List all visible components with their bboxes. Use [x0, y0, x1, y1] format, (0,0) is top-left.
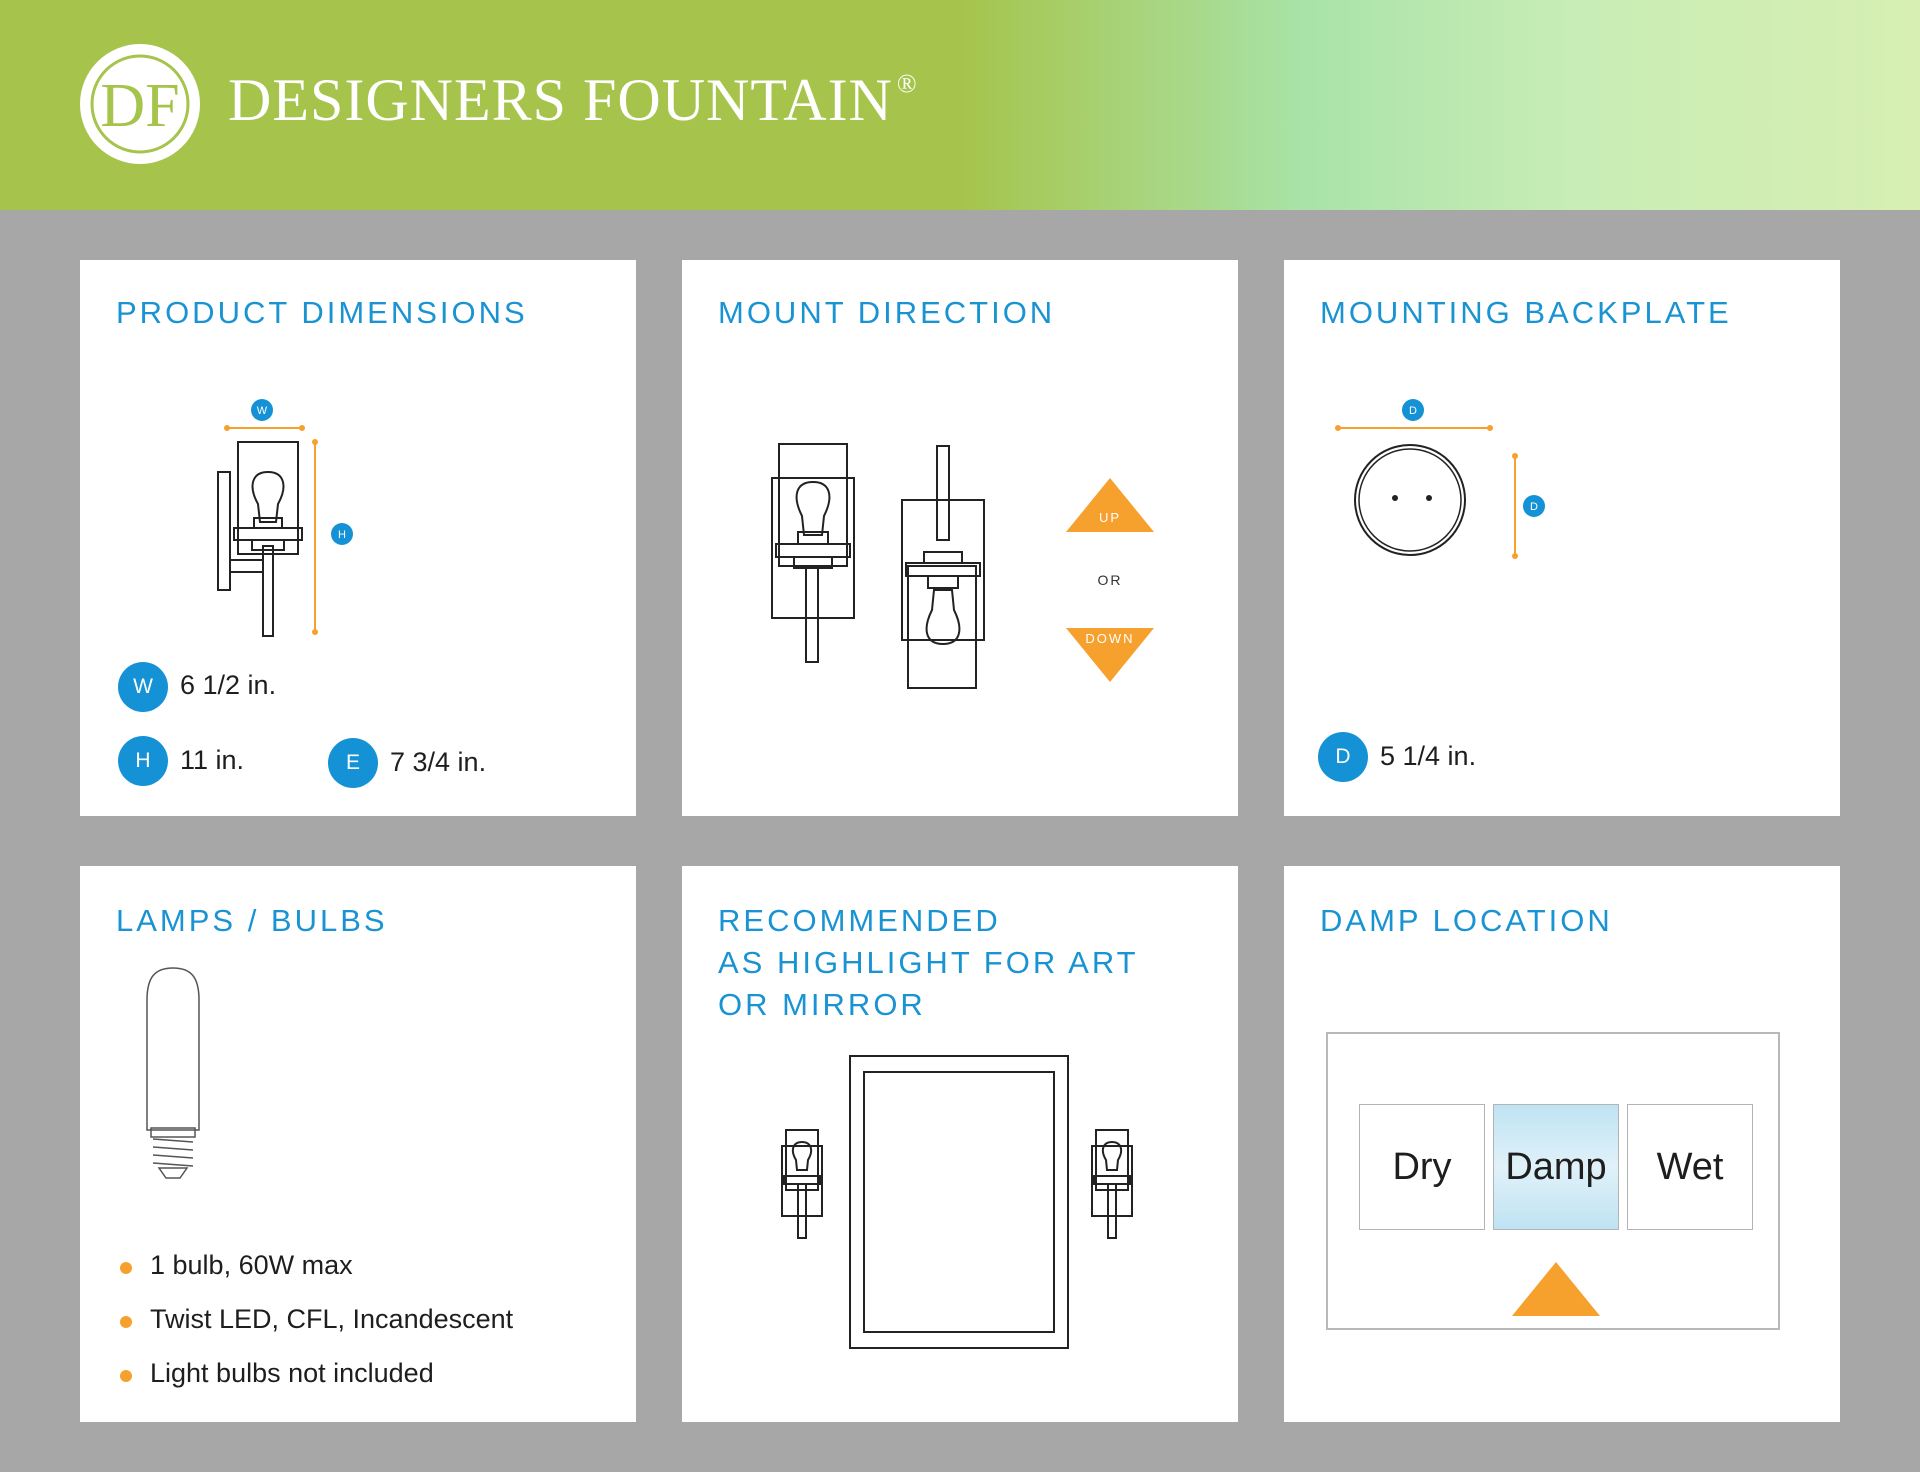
mount-direction-panel: [682, 260, 1238, 816]
panel-title: MOUNTING BACKPLATE: [1320, 295, 1732, 330]
svg-text:DF: DF: [100, 72, 180, 140]
panel-title: LAMPS / BULBS: [116, 903, 388, 938]
location-wet: Wet: [1627, 1104, 1753, 1230]
sconce-dimension-diagram: [80, 260, 636, 660]
or-label: OR: [1097, 572, 1123, 588]
extension-badge: E: [328, 738, 378, 788]
product-dimensions-panel: [80, 260, 636, 816]
df-monogram-icon: [80, 44, 200, 164]
up-label: UP: [1098, 510, 1122, 525]
recommended-use-panel: [682, 866, 1238, 1422]
width-value: 6 1/2 in.: [180, 670, 277, 700]
selection-arrow-icon: [1512, 1262, 1600, 1316]
damp-location-panel: [1284, 866, 1840, 1422]
brand-text: DESIGNERS FOUNTAIN: [228, 67, 893, 133]
location-damp-selected: Damp: [1493, 1104, 1619, 1230]
brand-name: [228, 66, 918, 135]
title-line-1: RECOMMENDED: [718, 903, 1001, 938]
backplate-diagram: [1284, 260, 1840, 660]
diagram-label-d-vertical: D: [1530, 501, 1538, 513]
bullet-dot-icon: [120, 1316, 132, 1328]
diameter-badge: D: [1318, 732, 1368, 782]
mounting-backplate-panel: [1284, 260, 1840, 816]
title-line-2: AS HIGHLIGHT FOR ART: [718, 945, 1139, 980]
lamps-bulbs-panel: [80, 866, 636, 1422]
brand-logo: [80, 44, 200, 164]
mount-direction-diagram: [682, 260, 1238, 816]
bulb-type-text: Twist LED, CFL, Incandescent: [150, 1304, 514, 1334]
header-banner: [0, 0, 1920, 210]
panel-title: PRODUCT DIMENSIONS: [116, 295, 528, 330]
width-badge: W: [118, 662, 168, 712]
bullet-dot-icon: [120, 1370, 132, 1382]
bullet-dot-icon: [120, 1262, 132, 1274]
down-label: DOWN: [1085, 631, 1135, 646]
title-line-3: OR MIRROR: [718, 987, 926, 1022]
bulb-drawing: [80, 866, 636, 1422]
diagram-label-w: W: [256, 405, 268, 417]
diagram-label-h: H: [338, 529, 346, 541]
diameter-value: 5 1/4 in.: [1380, 741, 1477, 771]
extension-value: 7 3/4 in.: [390, 747, 487, 777]
mirror-with-sconces-diagram: [682, 866, 1238, 1422]
selected-indicator: [1284, 866, 1840, 1422]
diagram-label-d-horizontal: D: [1409, 405, 1417, 417]
bulb-spec-text: 1 bulb, 60W max: [150, 1250, 353, 1280]
height-badge: H: [118, 736, 168, 786]
bulb-note-text: Light bulbs not included: [150, 1358, 434, 1388]
panel-title: MOUNT DIRECTION: [718, 295, 1056, 330]
trademark-symbol: ®: [896, 69, 918, 98]
location-dry: Dry: [1359, 1104, 1485, 1230]
height-value: 11 in.: [180, 745, 245, 775]
panel-title: DAMP LOCATION: [1320, 903, 1613, 938]
